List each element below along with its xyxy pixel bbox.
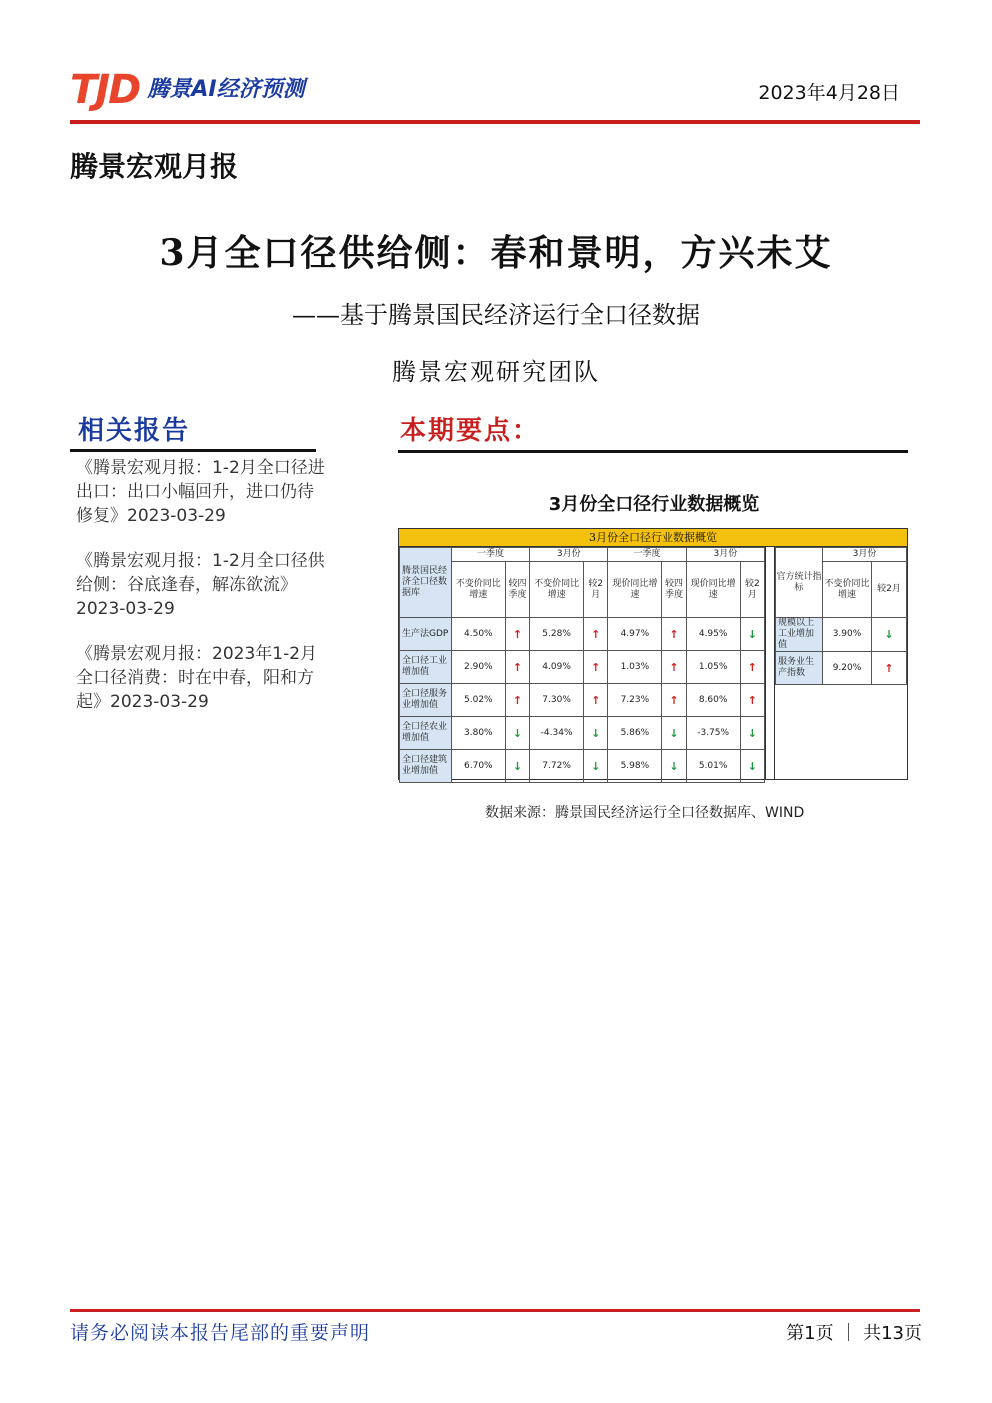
series-name: 腾景宏观月报 bbox=[70, 150, 239, 183]
page-subtitle: ——基于腾景国民经济运行全口径数据 bbox=[292, 301, 700, 329]
value-cell: 5.02% bbox=[451, 684, 505, 717]
data-source-note: 数据来源：腾景国民经济运行全口径数据库、WIND bbox=[485, 805, 805, 821]
value-cell: 9.20% bbox=[823, 652, 872, 685]
table-subheader: 不变价同比增速 bbox=[530, 562, 584, 618]
table-corner-cell: 腾景国民经济全口径数据库 bbox=[400, 548, 452, 618]
table-subheader: 较四季度 bbox=[505, 562, 529, 618]
up-arrow-icon: ↑ bbox=[505, 684, 529, 717]
up-arrow-icon: ↑ bbox=[662, 684, 686, 717]
logo-mark: TJD bbox=[70, 67, 140, 113]
table-subheader: 较2月 bbox=[740, 562, 764, 618]
table-row bbox=[400, 651, 765, 684]
report-date: 2023年4月28日 bbox=[758, 82, 900, 104]
value-cell: 8.60% bbox=[686, 684, 740, 717]
up-arrow-icon: ↑ bbox=[584, 684, 608, 717]
value-cell: 4.97% bbox=[608, 618, 662, 651]
up-arrow-icon: ↑ bbox=[584, 618, 608, 651]
up-arrow-icon: ↑ bbox=[740, 684, 764, 717]
table-subheader: 不变价同比增速 bbox=[823, 562, 872, 618]
footer-divider bbox=[70, 1309, 920, 1312]
table-subheader: 现价同比增速 bbox=[686, 562, 740, 618]
related-reports-list bbox=[76, 456, 326, 735]
value-cell: 5.28% bbox=[530, 618, 584, 651]
value-cell: 7.72% bbox=[530, 750, 584, 783]
table-group-header: 3月份 bbox=[686, 548, 764, 562]
page-number: 第1页 ｜ 共13页 bbox=[786, 1323, 922, 1344]
value-cell: 3.80% bbox=[451, 717, 505, 750]
related-reports-divider bbox=[70, 449, 316, 452]
table-group-header: 3月份 bbox=[823, 548, 907, 562]
value-cell: 2.90% bbox=[451, 651, 505, 684]
down-arrow-icon: ↓ bbox=[505, 750, 529, 783]
value-cell: 5.86% bbox=[608, 717, 662, 750]
table-subheader: 现价同比增速 bbox=[608, 562, 662, 618]
related-report-item[interactable]: 《腾景宏观月报：1-2月全口径进出口：出口小幅回升，进口仍待修复》2023-03-29 bbox=[76, 458, 325, 526]
header-divider bbox=[70, 120, 920, 124]
related-reports-heading: 相关报告 bbox=[78, 416, 191, 446]
key-points-heading: 本期要点： bbox=[400, 416, 541, 446]
table-banner: 3月份全口径行业数据概览 bbox=[398, 528, 908, 546]
table-row bbox=[776, 618, 907, 652]
value-cell: 7.30% bbox=[530, 684, 584, 717]
row-label: 全口径服务业增加值 bbox=[400, 684, 452, 717]
related-report-item[interactable]: 《腾景宏观月报：1-2月全口径供给侧：谷底逢春，解冻欲流》2023-03-29 bbox=[76, 551, 325, 619]
table-subheader: 较四季度 bbox=[662, 562, 686, 618]
table-row bbox=[400, 717, 765, 750]
table-group-header: 3月份 bbox=[530, 548, 608, 562]
down-arrow-icon: ↓ bbox=[584, 717, 608, 750]
value-cell: 3.90% bbox=[823, 618, 872, 652]
disclaimer: 请务必阅读本报告尾部的重要声明 bbox=[70, 1322, 371, 1344]
up-arrow-icon: ↑ bbox=[505, 651, 529, 684]
table-group-header: 一季度 bbox=[608, 548, 686, 562]
table-subheader: 较2月 bbox=[584, 562, 608, 618]
down-arrow-icon: ↓ bbox=[740, 750, 764, 783]
down-arrow-icon: ↓ bbox=[662, 717, 686, 750]
down-arrow-icon: ↓ bbox=[662, 750, 686, 783]
value-cell: 1.05% bbox=[686, 651, 740, 684]
up-arrow-icon: ↑ bbox=[584, 651, 608, 684]
table-corner-cell: 官方统计指标 bbox=[776, 548, 823, 618]
row-label: 全口径农业增加值 bbox=[400, 717, 452, 750]
value-cell: 7.23% bbox=[608, 684, 662, 717]
value-cell: 5.98% bbox=[608, 750, 662, 783]
overview-table bbox=[398, 528, 908, 780]
value-cell: 5.01% bbox=[686, 750, 740, 783]
row-label: 全口径建筑业增加值 bbox=[400, 750, 452, 783]
value-cell: -4.34% bbox=[530, 717, 584, 750]
table-subheader: 较2月 bbox=[872, 562, 907, 618]
table-group-header: 一季度 bbox=[451, 548, 529, 562]
row-label: 生产法GDP bbox=[400, 618, 452, 651]
value-cell: 6.70% bbox=[451, 750, 505, 783]
down-arrow-icon: ↓ bbox=[872, 618, 907, 652]
down-arrow-icon: ↓ bbox=[584, 750, 608, 783]
table-row bbox=[400, 684, 765, 717]
value-cell: 1.03% bbox=[608, 651, 662, 684]
author-team: 腾景宏观研究团队 bbox=[392, 358, 600, 386]
table-row bbox=[400, 618, 765, 651]
full-caliber-table bbox=[399, 547, 766, 779]
value-cell: 4.95% bbox=[686, 618, 740, 651]
up-arrow-icon: ↑ bbox=[662, 651, 686, 684]
table-gap bbox=[766, 547, 775, 779]
value-cell: 4.09% bbox=[530, 651, 584, 684]
key-points-divider bbox=[398, 450, 908, 453]
table-row bbox=[400, 750, 765, 783]
down-arrow-icon: ↓ bbox=[505, 717, 529, 750]
row-label: 规模以上工业增加值 bbox=[776, 618, 823, 652]
up-arrow-icon: ↑ bbox=[740, 651, 764, 684]
down-arrow-icon: ↓ bbox=[740, 717, 764, 750]
value-cell: 4.50% bbox=[451, 618, 505, 651]
row-label: 服务业生产指数 bbox=[776, 652, 823, 685]
logo-text: 腾景AI经济预测 bbox=[147, 77, 305, 102]
page-title: 3月全口径供给侧：春和景明，方兴未艾 bbox=[159, 232, 833, 274]
table-title: 3月份全口径行业数据概览 bbox=[548, 494, 760, 515]
up-arrow-icon: ↑ bbox=[662, 618, 686, 651]
related-report-item[interactable]: 《腾景宏观月报：2023年1-2月全口径消费：时在中春，阳和方起》2023-03-29 bbox=[76, 644, 318, 712]
row-label: 全口径工业增加值 bbox=[400, 651, 452, 684]
up-arrow-icon: ↑ bbox=[505, 618, 529, 651]
table-row bbox=[776, 652, 907, 685]
value-cell: -3.75% bbox=[686, 717, 740, 750]
brand-logo bbox=[70, 67, 305, 113]
up-arrow-icon: ↑ bbox=[872, 652, 907, 685]
table-subheader: 不变价同比增速 bbox=[451, 562, 505, 618]
down-arrow-icon: ↓ bbox=[740, 618, 764, 651]
official-table bbox=[775, 547, 907, 779]
